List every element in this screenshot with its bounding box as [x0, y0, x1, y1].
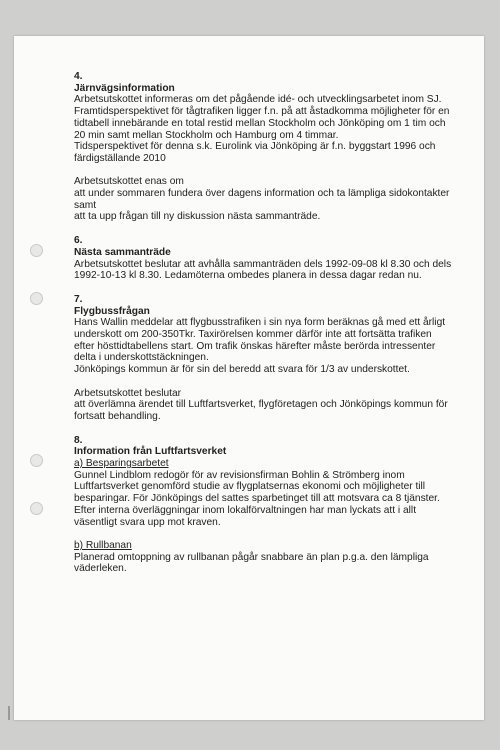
paragraph: att ta upp frågan till ny diskussion nästa sammanträde.	[74, 211, 321, 223]
punch-hole	[30, 292, 43, 305]
punch-hole	[30, 244, 43, 257]
section-number: 7.	[74, 293, 83, 305]
paragraph: Arbetsutskottet beslutar	[74, 387, 182, 399]
page-edge-mark	[8, 706, 10, 720]
section-7	[74, 294, 454, 423]
section-8	[74, 435, 454, 575]
section-number: 4.	[74, 71, 83, 82]
paragraph: Arbetsutskottet informeras om det pågående idé- och utvecklingsarbetet inom SJ. Framtidsperspektivet för tågtrafiken ligger f.n. på att åstadkomma möjligheter för en tidtabell innebärande en total restid mellan Stockholm och Jönköping om 1 tim och 20 min samt mellan Stockholm och Hamburg om 4 timmar.	[74, 94, 450, 141]
section-title: Flygbussfrågan	[74, 305, 150, 317]
paragraph: att överlämna ärendet till Luftfartsverket, flygföretagen och Jönköpings kommun för fortsatt behandling.	[74, 399, 448, 422]
paragraph: Arbetsutskottet beslutar att avhålla sammanträden dels 1992-09-08 kl 8.30 och dels 1992-10-13 kl 8.30. Ledamöterna ombedes planera in dessa dagar redan nu.	[74, 258, 452, 282]
section-number: 8.	[74, 434, 83, 446]
section-4	[74, 71, 454, 223]
section-title: Information från Luftfartsverket	[74, 446, 227, 458]
paragraph: Tidsperspektivet för denna s.k. Eurolink via Jönköping är f.n. byggstart 1996 och färdigställande 2010	[74, 141, 436, 164]
paragraph: Planerad omtoppning av rullbanan pågår snabbare än plan p.g.a. den lämpliga väderleken.	[74, 551, 429, 575]
paragraph: Jönköpings kommun är för sin del beredd att svara för 1/3 av underskottet.	[74, 364, 410, 376]
punch-hole	[30, 454, 43, 467]
paragraph: Hans Wallin meddelar att flygbusstrafiken i sin nya form beräknas gå med ett årligt underskott om 200-350Tkr. Taxirörelsen kommer därför inte att fortsätta trafiken efter hösttidtabellens start. Om trafik önskas härefter måste berörda intressenter delta i underskottstäckningen.	[74, 317, 446, 364]
section-title: Järnvägsinformation	[74, 82, 175, 94]
paragraph: Gunnel Lindblom redogör för av revisionsfirman Bohlin & Strömberg inom Luftfartsverket genomförd studie av flygplatsernas ekonomi och möjligheter till besparingar. För Jönköpings del sattes sparbetinget till att motsvara ca 8 tjänster.	[74, 469, 440, 505]
section-title: Nästa sammanträde	[74, 246, 171, 258]
subsection-heading: b) Rullbanan	[74, 539, 132, 551]
section-6	[74, 235, 454, 282]
punch-hole	[30, 502, 43, 515]
document-body	[74, 71, 454, 587]
section-number: 6.	[74, 235, 83, 247]
paragraph: Efter interna överläggningar inom lokalförvaltningen har man lyckats att i allt väsentligt svara upp mot kraven.	[74, 504, 417, 528]
subsection-heading: a) Besparingsarbetet	[74, 458, 169, 470]
paragraph: att under sommaren fundera över dagens information och ta lämpliga sidokontakter samt	[74, 188, 450, 211]
paragraph: Arbetsutskottet enas om	[74, 176, 184, 188]
